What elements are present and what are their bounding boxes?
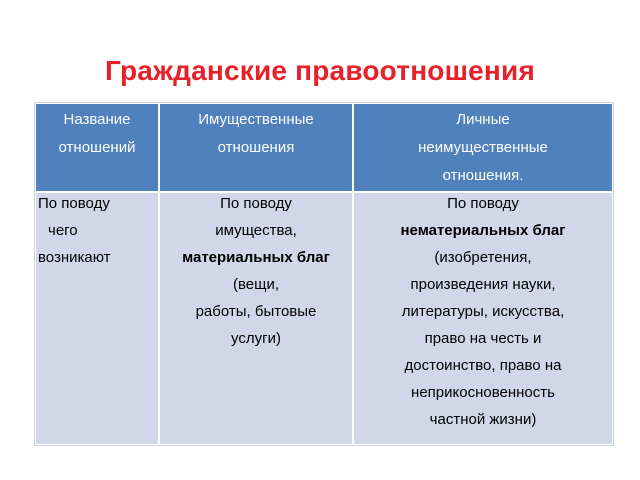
header-line: Имущественные: [198, 111, 314, 128]
cell-line: По поводу: [447, 195, 519, 212]
cell-line: (вещи,: [232, 276, 280, 293]
cell-property-basis: [160, 190, 352, 352]
cell-line: (изобретения,: [434, 249, 532, 266]
header-property-relations: [160, 106, 352, 162]
cell-line: литературы, искусства,: [401, 303, 565, 320]
header-line: отношения.: [442, 167, 524, 184]
header-line: неимущественные: [418, 139, 548, 156]
cell-line-bold: нематериальных благ: [400, 222, 566, 239]
cell-line: возникают: [38, 249, 111, 266]
cell-line: По поводу: [38, 195, 110, 212]
cell-line: неприкосновенность: [411, 384, 555, 401]
header-line: Название: [63, 111, 131, 128]
header-line: отношений: [58, 139, 136, 156]
cell-line: произведения науки,: [410, 276, 556, 293]
cell-line: чего: [48, 222, 78, 239]
cell-basis-of-relations: [36, 190, 160, 271]
cell-line: частной жизни): [429, 411, 537, 428]
cell-personal-basis: [354, 190, 612, 433]
relations-table: [35, 103, 613, 445]
cell-line: право на честь и: [424, 330, 542, 347]
cell-line: имущества,: [215, 222, 297, 239]
header-line: отношения: [217, 139, 295, 156]
header-relation-name: [36, 106, 158, 162]
slide-title: Гражданские правоотношения: [105, 55, 535, 86]
cell-line: достоинство, право на: [404, 357, 562, 374]
cell-line-bold: материальных благ: [182, 249, 330, 266]
cell-line: По поводу: [220, 195, 292, 212]
cell-line: работы, бытовые: [195, 303, 317, 320]
header-line: Личные: [456, 111, 510, 128]
cell-line: услуги): [231, 330, 281, 347]
header-personal-relations: [354, 106, 612, 190]
